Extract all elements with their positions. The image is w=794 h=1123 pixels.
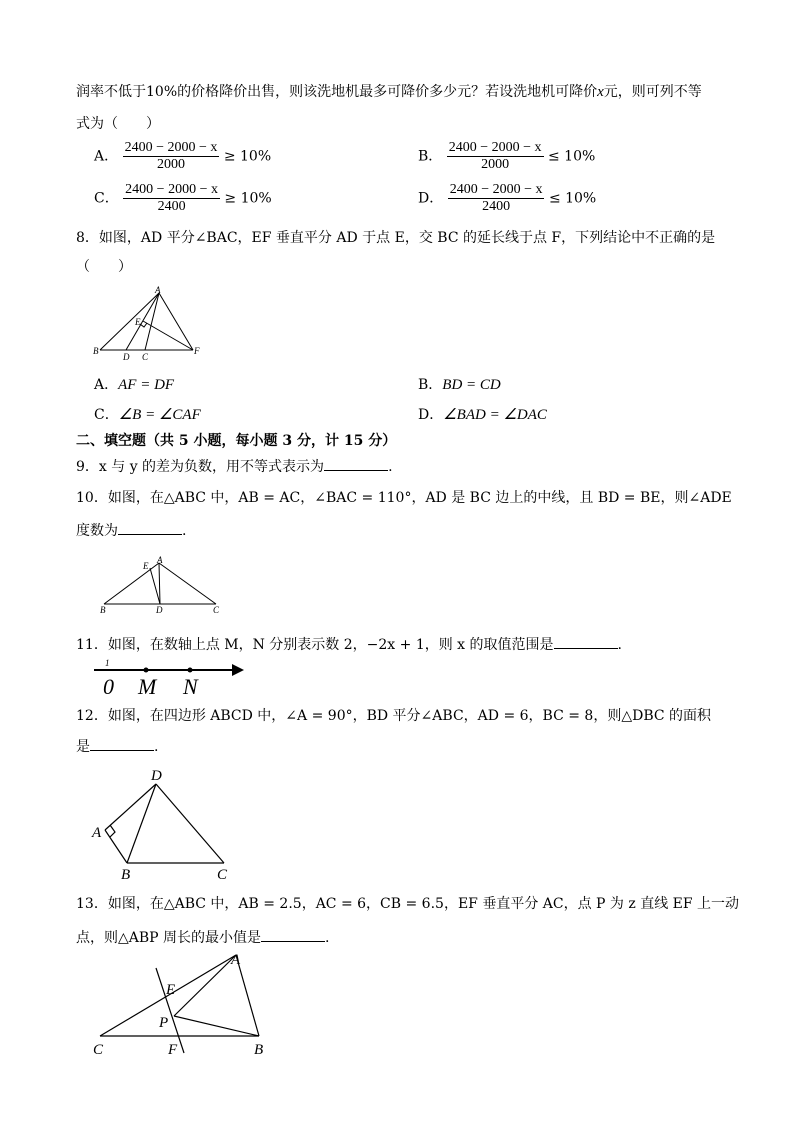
- section-heading-fill-blank: 二、填空题（共 5 小题，每小题 3 分，计 15 分）: [76, 433, 397, 449]
- option-label: B．: [418, 377, 443, 393]
- option-text: ∠BAD = ∠DAC: [443, 407, 547, 423]
- q11-number-line: [92, 656, 248, 698]
- relation: ≤ 10%: [548, 148, 596, 165]
- q13-line1: 13．如图，在△ABC 中，AB = 2.5，AC = 6，CB = 6.5，EF 垂直平分 AC，点 P 为 z 直线 EF 上一动: [76, 896, 740, 912]
- q9-answer-blank[interactable]: [324, 456, 388, 471]
- q9-end: .: [388, 459, 393, 475]
- q7-line2: 式为（ ）: [76, 116, 160, 132]
- q13-label-c: C: [93, 1042, 104, 1058]
- numerator: 2400 − 2000 − x: [124, 140, 218, 155]
- q13-label-e: E: [166, 982, 176, 998]
- numerator: 2400 − 2000 − x: [448, 140, 542, 155]
- fraction: [123, 140, 220, 173]
- denominator: 2000: [481, 157, 510, 172]
- q10-figure: [98, 555, 228, 616]
- q8-line1: 8．如图，AD 平分∠BAC，EF 垂直平分 AD 于点 E，交 BC 的延长线于点 F，下列结论中不正确的是: [76, 230, 716, 246]
- q8-figure: [90, 285, 210, 363]
- q11-end: .: [617, 637, 622, 653]
- option-text: ∠B = ∠CAF: [118, 407, 201, 423]
- q13-text-2: 点，则△ABP 周长的最小值是: [76, 930, 262, 946]
- relation: ≥ 10%: [223, 148, 272, 165]
- q7-line1: [76, 82, 702, 102]
- q8-option-d[interactable]: [418, 404, 547, 424]
- fraction: [123, 182, 220, 215]
- fraction: [447, 140, 544, 173]
- q10-line2: [76, 520, 186, 541]
- q8-label-f: F: [194, 346, 200, 356]
- q12-label-b: B: [121, 867, 131, 883]
- q7-option-a[interactable]: [94, 140, 271, 173]
- q13-end: .: [325, 930, 330, 946]
- relation: ≤ 10%: [548, 190, 597, 207]
- q11-label-o: 0: [103, 674, 114, 699]
- q9-line: [76, 456, 393, 477]
- q8-label-d: D: [123, 352, 130, 362]
- q12-end: .: [154, 739, 159, 755]
- q7-option-d[interactable]: [418, 182, 596, 215]
- q10-label-b: B: [100, 605, 106, 615]
- q11-label-n: N: [183, 674, 198, 699]
- q12-line1: 12．如图，在四边形 ABCD 中，∠A = 90°，BD 平分∠ABC，AD = 6，BC = 8，则△DBC 的面积: [76, 708, 712, 724]
- q7-var: x: [597, 84, 604, 100]
- q10-text-2: 度数为: [76, 523, 118, 539]
- q9-text: 9．x 与 y 的差为负数，用不等式表示为: [76, 459, 325, 475]
- option-label: C．: [94, 190, 119, 207]
- q10-label-e: E: [143, 561, 149, 571]
- numerator: 2400 − 2000 − x: [125, 182, 218, 197]
- denominator: 2000: [156, 157, 185, 172]
- q11-label-m: M: [138, 674, 157, 699]
- option-text: AF = DF: [118, 377, 175, 393]
- q12-figure: [90, 764, 240, 882]
- option-text: BD = CD: [442, 377, 501, 393]
- q12-answer-blank[interactable]: [90, 736, 154, 751]
- q13-figure: [88, 950, 278, 1058]
- q11-text: 11．如图，在数轴上点 M，N 分别表示数 2，−2x + 1，则 x 的取值范围是: [76, 637, 554, 653]
- q13-line2: [76, 927, 330, 948]
- fraction: [448, 182, 545, 215]
- q10-end: .: [182, 523, 187, 539]
- q10-label-a: A: [157, 555, 163, 565]
- q8-label-b: B: [93, 346, 99, 356]
- q7-option-b[interactable]: [418, 140, 595, 173]
- q12-label-c: C: [217, 867, 228, 883]
- q8-line2: （ ）: [76, 259, 132, 275]
- q12-text-2: 是: [76, 739, 90, 755]
- q8-label-c: C: [142, 352, 149, 362]
- q12-label-a: A: [92, 825, 102, 841]
- q8-label-a: A: [155, 285, 161, 295]
- q7-option-c[interactable]: [94, 182, 272, 215]
- q13-label-f: F: [168, 1042, 178, 1058]
- q7-text-1-end: 元，则可列不等: [603, 84, 702, 100]
- option-label: A．: [94, 377, 119, 393]
- q11-answer-blank[interactable]: [554, 634, 618, 649]
- q11-line: [76, 634, 622, 655]
- denominator: 2400: [482, 199, 511, 214]
- q8-option-c[interactable]: [94, 404, 201, 424]
- q13-label-p: P: [159, 1015, 169, 1031]
- relation: ≥ 10%: [224, 190, 272, 207]
- q12-line2: [76, 736, 158, 757]
- q10-line1: 10．如图，在△ABC 中，AB = AC，∠BAC = 110°，AD 是 BC 边上的中线，且 BD = BE，则∠ADE: [76, 490, 732, 506]
- q8-label-e: E: [135, 317, 141, 327]
- option-label: C．: [94, 407, 119, 423]
- numerator: 2400 − 2000 − x: [449, 182, 543, 197]
- q12-label-d: D: [151, 768, 162, 784]
- option-label: D．: [418, 407, 444, 423]
- option-label: A．: [94, 148, 119, 165]
- q10-label-c: C: [213, 605, 220, 615]
- q10-label-d: D: [156, 605, 163, 615]
- q11-tick-label: 1: [105, 658, 110, 668]
- q7-text-1: 润率不低于10%的价格降价出售，则该洗地机最多可降价多少元？若设洗地机可降价: [76, 84, 598, 100]
- q13-answer-blank[interactable]: [261, 927, 325, 942]
- q13-label-a: A: [231, 952, 241, 968]
- option-label: D．: [418, 190, 444, 207]
- denominator: 2400: [157, 199, 186, 214]
- option-label: B．: [418, 148, 443, 165]
- q13-label-b: B: [254, 1042, 264, 1058]
- q10-answer-blank[interactable]: [118, 520, 182, 535]
- q8-option-a[interactable]: [94, 374, 174, 394]
- q8-option-b[interactable]: [418, 374, 501, 394]
